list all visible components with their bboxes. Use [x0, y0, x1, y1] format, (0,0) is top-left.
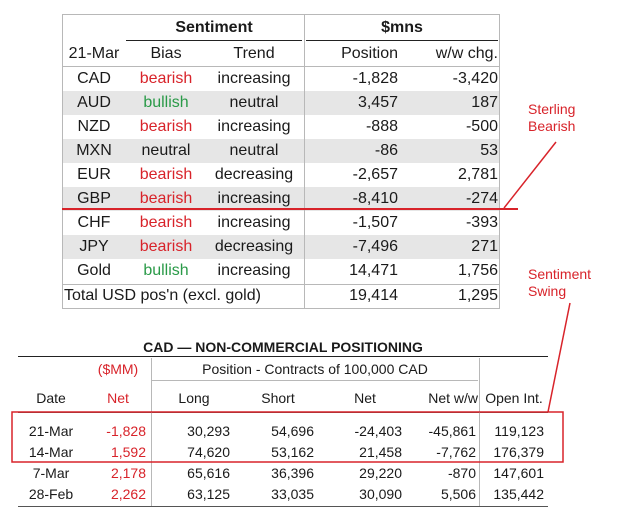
position-cell: 14,471: [349, 262, 398, 279]
header-date: 21-Mar: [68, 45, 120, 62]
open-int-cell: 147,601: [493, 465, 544, 481]
currency-cell: Gold: [77, 262, 111, 279]
cad-header-net-wow: Net w/w: [428, 390, 478, 406]
bias-cell: bullish: [143, 262, 189, 279]
wow-cell: 1,756: [457, 262, 498, 279]
currency-cell: CAD: [77, 70, 111, 87]
net-usd-cell: 2,262: [110, 486, 146, 502]
short-cell: 54,696: [271, 423, 314, 439]
trend-cell: increasing: [217, 70, 291, 87]
long-cell: 65,616: [187, 465, 230, 481]
cad-header-net: Net: [354, 390, 376, 406]
header-wow: w/w chg.: [435, 45, 498, 62]
total-label: Total USD pos'n (excl. gold): [64, 287, 261, 304]
trend-cell: neutral: [229, 94, 279, 111]
trend-cell: increasing: [217, 118, 291, 135]
long-cell: 30,293: [187, 423, 230, 439]
units-title: $mns: [381, 19, 423, 36]
group-label: Position - Contracts of 100,000 CAD: [202, 361, 428, 377]
cad-title: CAD — NON-COMMERCIAL POSITIONING: [143, 339, 423, 355]
open-int-cell: 176,379: [493, 444, 544, 460]
annotation-line: Sterling: [528, 101, 576, 117]
wow-cell: 271: [471, 238, 498, 255]
annotation-line: Bearish: [528, 118, 576, 134]
currency-cell: AUD: [77, 94, 111, 111]
short-cell: 53,162: [271, 444, 314, 460]
trend-cell: increasing: [217, 214, 291, 231]
position-cell: -8,410: [352, 190, 398, 207]
bias-cell: bearish: [139, 214, 193, 231]
sterling-callout-line: [504, 142, 556, 208]
date-cell: 7-Mar: [32, 465, 70, 481]
bias-cell: bearish: [139, 118, 193, 135]
currency-cell: GBP: [77, 190, 111, 207]
net-usd-cell: 1,592: [110, 444, 146, 460]
wow-cell: 53: [480, 142, 498, 159]
trend-cell: increasing: [217, 262, 291, 279]
sterling-bearish-annotation: [528, 101, 575, 135]
wow-cell: -393: [465, 214, 498, 231]
net-usd-cell: 2,178: [110, 465, 146, 481]
currency-cell: MXN: [76, 142, 112, 159]
wow-cell: 2,781: [457, 166, 498, 183]
wow-cell: -274: [465, 190, 498, 207]
total-position: 19,414: [349, 287, 398, 304]
open-int-cell: 135,442: [493, 486, 544, 502]
date-cell: 28-Feb: [28, 486, 74, 502]
trend-cell: neutral: [229, 142, 279, 159]
wow-cell: -500: [465, 118, 498, 135]
swing-callout-line: [548, 303, 570, 412]
date-cell: 21-Mar: [28, 423, 74, 439]
smm-label: ($MM): [97, 361, 139, 377]
header-trend: Trend: [233, 45, 275, 62]
bias-cell: bullish: [143, 94, 189, 111]
position-cell: -888: [365, 118, 398, 135]
net-wow-cell: -7,762: [436, 444, 476, 460]
trend-cell: decreasing: [214, 166, 294, 183]
cad-header-open-int: Open Int.: [485, 390, 543, 406]
wow-cell: -3,420: [452, 70, 498, 87]
cad-header-short: Short: [261, 390, 295, 406]
short-cell: 36,396: [271, 465, 314, 481]
currency-cell: EUR: [77, 166, 111, 183]
net-wow-cell: 5,506: [440, 486, 476, 502]
annotation-line: Sentiment: [528, 266, 592, 282]
total-wow: 1,295: [457, 287, 498, 304]
net-cell: -24,403: [354, 423, 402, 439]
position-cell: -86: [374, 142, 398, 159]
bias-cell: bearish: [139, 190, 193, 207]
net-wow-cell: -870: [447, 465, 476, 481]
position-cell: -1,507: [352, 214, 398, 231]
position-cell: -1,828: [352, 70, 398, 87]
swing-highlight-box: [12, 412, 563, 462]
open-int-cell: 119,123: [494, 423, 544, 439]
net-usd-cell: -1,828: [106, 423, 146, 439]
currency-cell: NZD: [77, 118, 111, 135]
net-cell: 29,220: [359, 465, 402, 481]
position-cell: -2,657: [352, 166, 398, 183]
long-cell: 63,125: [187, 486, 230, 502]
date-cell: 14-Mar: [28, 444, 74, 460]
position-cell: 3,457: [357, 94, 398, 111]
trend-cell: decreasing: [214, 238, 294, 255]
net-cell: 21,458: [359, 444, 402, 460]
cad-header-net-usd: Net: [107, 390, 129, 406]
annotation-line: Swing: [528, 283, 567, 299]
short-cell: 33,035: [271, 486, 314, 502]
bias-cell: bearish: [139, 166, 193, 183]
header-bias: Bias: [150, 45, 182, 62]
wow-cell: 187: [471, 94, 498, 111]
bias-cell: neutral: [141, 142, 191, 159]
bias-cell: bearish: [139, 70, 193, 87]
currency-cell: CHF: [77, 214, 111, 231]
bias-cell: bearish: [139, 238, 193, 255]
position-cell: -7,496: [352, 238, 398, 255]
sentiment-swing-annotation: [528, 266, 591, 300]
net-wow-cell: -45,861: [428, 423, 476, 439]
header-position: Position: [341, 45, 398, 62]
cad-header-date: Date: [36, 390, 66, 406]
cad-header-long: Long: [178, 390, 210, 406]
sentiment-title: Sentiment: [175, 19, 253, 36]
net-cell: 30,090: [359, 486, 402, 502]
trend-cell: increasing: [217, 190, 291, 207]
currency-cell: JPY: [79, 238, 109, 255]
long-cell: 74,620: [187, 444, 230, 460]
